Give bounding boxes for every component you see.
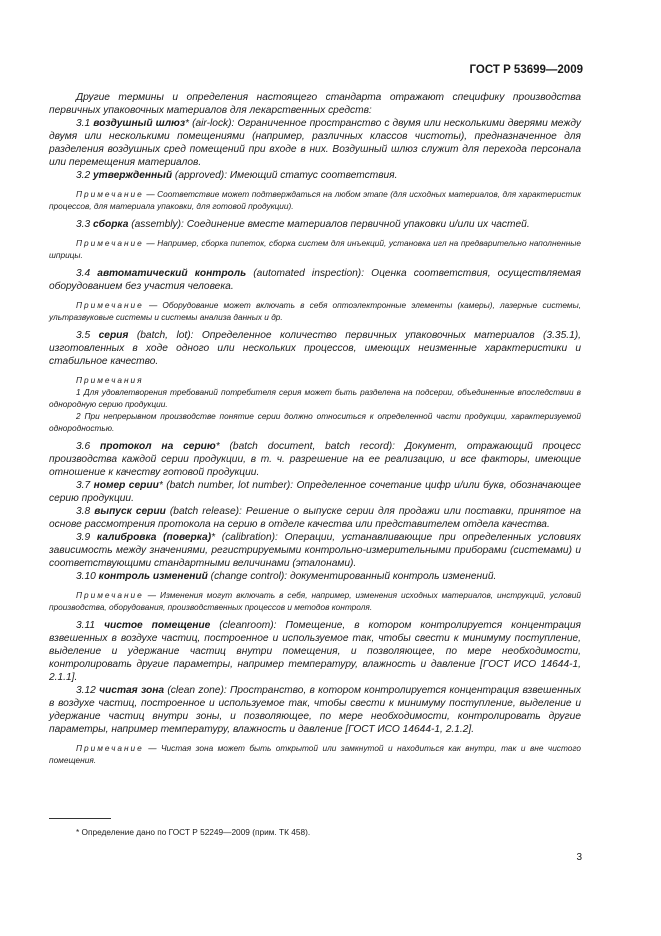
definitions-body: [49, 91, 581, 772]
note-label: Примечание: [76, 189, 144, 199]
entry-3-5: [49, 329, 581, 368]
note-3-2: [49, 188, 581, 212]
entry-term: протокол на серию: [100, 441, 216, 452]
note-3-4: [49, 299, 581, 323]
entry-number: 3.5: [76, 330, 91, 341]
entry-definition: (batch release): Решение о выпуске серии для продажи или поставки, принятое на основе рассмотрения протокола на серию в отделе качества или представителем отдела качества.: [49, 506, 581, 530]
entry-definition: (batch, lot): Определенное количество первичных упаковочных материалов (3.35.1), изготовленных в ходе одного или нескольких процессов, имеющих неизменные характеристики и стабильное качество.: [49, 330, 581, 367]
page-number: 3: [576, 852, 582, 863]
notes-label: Примечания: [76, 375, 144, 385]
entry-term: сборка: [93, 219, 129, 230]
entry-term: чистое помещение: [104, 620, 211, 631]
entry-number: 3.2: [76, 170, 91, 181]
entry-term: калибровка (поверка): [96, 532, 212, 543]
note-3-3: [49, 237, 581, 261]
entry-3-2: [49, 169, 581, 182]
entry-term: контроль изменений: [98, 571, 208, 582]
note-item: 1 Для удовлетворения требований потребителя серия может быть разделена на подсерии, объединенные впоследствии в однородную серию продукции.: [49, 387, 581, 409]
entry-definition: (change control): документированный контроль изменений.: [207, 571, 497, 582]
note-text: — Например, сборка пипеток, сборка систем для инъекций, установка игл на предварительно наполненные шприцы.: [49, 238, 581, 260]
entry-3-11: [49, 619, 581, 684]
entry-number: 3.6: [76, 441, 91, 452]
notes-3-5: [49, 374, 581, 434]
entry-term: серия: [98, 330, 129, 341]
note-text: — Чистая зона может быть открытой или замкнутой и находиться как внутри, так и вне чистого помещения.: [49, 743, 581, 765]
entry-definition: (approved): Имеющий статус соответствия.: [172, 170, 398, 181]
entry-term: выпуск серии: [94, 506, 166, 517]
note-text: — Соответствие может подтверждаться на любом этапе (для исходных материалов, для характеристик процессов, для материала упаковки, для готовой продукции).: [49, 189, 581, 211]
note-3-10: [49, 589, 581, 613]
note-label: Примечание: [76, 743, 144, 753]
entry-3-4: [49, 267, 581, 293]
entry-3-1: [49, 117, 581, 169]
note-text: — Изменения могут включать в себя, например, изменения исходных материалов, инструкций, условий производства, оборудования, производственных процессов и методов контроля.: [49, 590, 581, 612]
entry-term: чистая зона: [99, 685, 165, 696]
entry-term: утвержденный: [93, 170, 173, 181]
note-label: Примечание: [76, 300, 144, 310]
entry-number: 3.10: [76, 571, 96, 582]
footnote-divider: [49, 818, 111, 819]
entry-term: автоматический контроль: [97, 268, 247, 279]
entry-term: номер серии: [93, 480, 159, 491]
entry-definition: (cleanroom): Помещение, в котором контролируется концентрация взвешенных в воздухе частиц, построенное и используемое так, чтобы свести к минимуму поступление, выделение и удержание частиц внутри помещения, и позволяющее, по мере необходимости, контролировать другие параметры, например температуру, влажность и давление [ГОСТ ИСО 14644-1, 2.1.1].: [49, 620, 581, 683]
entry-definition: (clean zone): Пространство, в котором контролируется концентрация взвешенных в воздухе частиц, построенное и используемое так, чтобы свести к минимуму поступление, выделение и удержание частиц внутри зоны, и позволяющее, по мере необходимости, контролировать другие параметры, например температуру, влажность и давление [ГОСТ ИСО 14644-1, 2.1.2].: [49, 685, 581, 735]
entry-definition: (automated inspection): Оценка соответствия, осуществляемая оборудованием без участия человека.: [49, 268, 581, 292]
entry-number: 3.3: [76, 219, 91, 230]
entry-3-9: [49, 531, 581, 570]
entry-number: 3.1: [76, 118, 91, 129]
entry-3-8: [49, 505, 581, 531]
note-item: 2 При непрерывном производстве понятие серии должно относиться к определенной части продукции, характеризуемой однородностью.: [49, 411, 581, 433]
entry-3-7: [49, 479, 581, 505]
entry-number: 3.9: [76, 532, 91, 543]
entry-number: 3.12: [76, 685, 96, 696]
note-text: — Оборудование может включать в себя оптоэлектронные элементы (камеры), лазерные системы, ультразвуковые системы и системы анализа данных и др.: [49, 300, 581, 322]
entry-3-3: [49, 218, 581, 231]
entry-number: 3.4: [76, 268, 91, 279]
entry-3-6: [49, 440, 581, 479]
intro-paragraph: Другие термины и определения настоящего стандарта отражают специфику производства первичных упаковочных материалов для лекарственных средств:: [49, 92, 581, 116]
entry-definition: * (calibration): Операции, устанавливающие при определенных условиях зависимость между значениями, регистрируемыми контрольно-измерительными приборами (системами) и соответствующими стандартными величинами (эталонами).: [49, 532, 581, 569]
entry-number: 3.11: [76, 620, 96, 631]
entry-3-12: [49, 684, 581, 736]
entry-definition: * (batch number, lot number): Определенное сочетание цифр и/или букв, обозначающее серию продукции.: [49, 480, 581, 504]
note-label: Примечание: [76, 238, 144, 248]
note-3-12: [49, 742, 581, 766]
entry-definition: (assembly): Соединение вместе материалов первичной упаковки и/или их частей.: [128, 219, 530, 230]
entry-term: воздушный шлюз: [93, 118, 186, 129]
entry-definition: * (air-lock): Ограниченное пространство с двумя или несколькими дверями между двумя или несколькими помещениями (например, различных классов чистоты), предназначенное для разделения воздушных сред помещений при входе в них. Воздушный шлюз служит для перехода персонала или перемещения материалов.: [49, 118, 581, 168]
entry-definition: * (batch document, batch record): Документ, отражающий процесс производства каждой серии продукции, в т. ч. разрешение на ее реализацию, и все факторы, имеющие отношение к качеству готовой продукции.: [49, 441, 581, 478]
entry-number: 3.8: [76, 506, 91, 517]
footnote: * Определение дано по ГОСТ Р 52249—2009 (прим. ТК 458).: [76, 827, 311, 837]
standard-number: ГОСТ Р 53699—2009: [469, 64, 583, 76]
note-label: Примечание: [76, 590, 144, 600]
entry-3-10: [49, 570, 581, 583]
entry-number: 3.7: [76, 480, 91, 491]
